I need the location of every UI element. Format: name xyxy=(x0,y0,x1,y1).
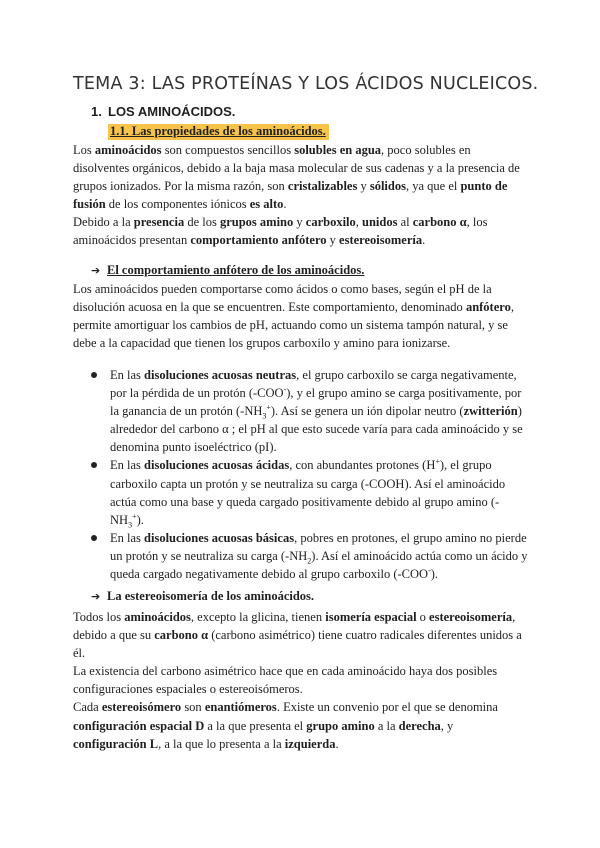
text-run: , y xyxy=(440,718,454,733)
text-run: - xyxy=(283,384,287,394)
bold-text: carbono α xyxy=(154,628,209,643)
text-run: , xyxy=(355,215,363,230)
list-item xyxy=(91,366,531,456)
text-run: , los aminoácidos presentan xyxy=(73,215,488,248)
arrow-icon: ➔ xyxy=(91,590,101,603)
amphoteric-intro xyxy=(73,280,529,352)
stereo-paragraph-1 xyxy=(73,608,529,662)
text-run: ). xyxy=(430,567,439,582)
list-item xyxy=(91,456,531,528)
bold-text: carboxilo xyxy=(305,215,356,230)
bold-text: disoluciones acuosas básicas xyxy=(144,530,295,545)
bold-text: estereoisomería xyxy=(429,610,513,624)
text-run: a la xyxy=(374,718,399,733)
amphoteric-heading-text: El comportamiento anfótero de los aminoácidos. xyxy=(107,263,365,277)
text-run: al xyxy=(397,215,413,230)
text-run: Cada xyxy=(73,700,102,715)
bold-text: configuración L xyxy=(73,736,159,751)
text-run: ). xyxy=(136,512,144,527)
text-run: son compuestos sencillos xyxy=(161,143,295,157)
intro-paragraph-1 xyxy=(73,141,529,213)
bold-text: aminoácidos xyxy=(124,610,191,624)
bold-text: presencia xyxy=(133,215,185,230)
text-run: o xyxy=(416,610,430,624)
bold-text: estereoisomería xyxy=(339,233,423,248)
intro-paragraph-2 xyxy=(73,213,529,249)
text-run: , debido a que su xyxy=(73,610,516,643)
text-run: a la que presenta el xyxy=(204,718,307,733)
text-run: Los aminoácidos pueden comportarse como ácidos o como bases, según el pH de la disolución acuosa en la que se encuentren. Este comportamiento, denominado xyxy=(73,282,492,315)
bold-text: punto de fusión xyxy=(73,179,508,212)
text-run: . xyxy=(283,197,287,212)
text-run: , ya que el xyxy=(405,179,461,194)
text-run: . xyxy=(335,736,339,751)
text-run: son xyxy=(181,700,205,715)
bold-text: isomería espacial xyxy=(325,610,417,624)
bold-text: derecha xyxy=(398,718,441,733)
text-run: ), el grupo carboxilo capta un protón y se neutraliza su carga (-COOH). Así el aminoácido actúa como una base y queda cargado positivamente debido al grupo amino (-NH xyxy=(110,458,506,527)
amphoteric-heading xyxy=(91,263,364,278)
text-run: , el grupo carboxilo se carga negativamente, por la pérdida de un protón (-COO xyxy=(110,368,517,401)
text-run: Los xyxy=(73,143,95,157)
text-run: ), y el grupo amino se carga positivamente, por la ganancia de un protón (-NH xyxy=(110,386,522,419)
bold-text: anfótero xyxy=(465,300,511,315)
bold-text: izquierda xyxy=(284,736,336,751)
bold-text: grupos amino xyxy=(219,215,294,230)
text-run: , poco solubles en disolventes orgánicos, debido a la baja masa molecular de sus cadenas y a la presencia de grupos ionizados. Por la misma razón, son xyxy=(73,143,520,194)
stereo-heading xyxy=(91,589,314,604)
text-run: . xyxy=(422,233,426,248)
text-run: , permite amortiguar los cambios de pH, actuando como un sistema tampón natural, y se debe a la capacidad que tienen los grupos carboxilo y amino para ionizarse. xyxy=(73,300,514,351)
section-title: LOS AMINOÁCIDOS. xyxy=(108,104,236,119)
text-run: + xyxy=(266,403,271,413)
bold-text: comportamiento anfótero xyxy=(190,233,327,248)
text-run: . Existe un convenio por el que se denomina xyxy=(276,700,498,715)
bold-text: carbono α xyxy=(412,215,467,230)
bold-text: solubles en agua xyxy=(294,143,382,157)
bold-text: disoluciones acuosas ácidas xyxy=(144,458,290,473)
bold-text: unidos xyxy=(362,215,398,230)
text-run: + xyxy=(435,457,440,467)
text-run: y xyxy=(357,179,370,194)
list-item xyxy=(91,529,531,583)
text-run: y xyxy=(326,233,340,248)
section-heading xyxy=(91,104,235,119)
stereo-block xyxy=(73,608,529,753)
text-run: En las xyxy=(110,458,145,473)
bold-text: disoluciones acuosas neutras xyxy=(144,368,297,382)
text-run: + xyxy=(132,511,137,521)
text-run: Todos los xyxy=(73,610,125,624)
text-run: - xyxy=(428,565,431,575)
text-run: ) alrededor del carbono α ; el pH al que esto sucede varía para cada aminoácido y se denomina punto isoeléctrico (pI). xyxy=(110,404,523,455)
text-run: Debido a la xyxy=(73,215,134,230)
bold-text: enantiómeros xyxy=(204,700,277,715)
text-run: de los componentes iónicos xyxy=(105,197,250,212)
text-run: , a la que lo presenta a la xyxy=(158,736,285,751)
intro-block xyxy=(73,141,529,250)
text-run: (carbono asimétrico) tiene cuatro radicales diferentes unidos a él. xyxy=(73,628,522,661)
text-run: 2 xyxy=(307,556,312,566)
text-run: 3 xyxy=(262,411,267,421)
text-run: La existencia del carbono asimétrico hace que en cada aminoácido haya dos posibles configuraciones espaciales o estereoisómeros. xyxy=(73,664,498,697)
bold-text: cristalizables xyxy=(287,179,358,194)
amphoteric-bullet-list xyxy=(91,366,531,583)
text-run: , pobres en protones, el grupo amino no pierde un protón y se neutraliza su carga (-NH xyxy=(110,530,527,563)
text-run: de los xyxy=(184,215,220,230)
bold-text: aminoácidos xyxy=(94,143,162,157)
bold-text: configuración espacial D xyxy=(73,718,205,733)
text-run: 3 xyxy=(128,520,133,530)
section-number: 1. xyxy=(91,104,102,119)
bold-text: grupo amino xyxy=(306,718,375,733)
text-run: , excepto la glicina, tienen xyxy=(190,610,326,624)
bold-text: estereoisómero xyxy=(101,700,182,715)
amphoteric-paragraph xyxy=(73,280,529,352)
text-run: y xyxy=(293,215,306,230)
text-run: ). Así se genera un ión dipolar neutro ( xyxy=(270,404,464,419)
stereo-heading-text: La estereoisomería de los aminoácidos. xyxy=(107,589,315,603)
stereo-paragraph-2 xyxy=(73,662,529,698)
document-title: TEMA 3: LAS PROTEÍNAS Y LOS ÁCIDOS NUCLEICOS. xyxy=(73,74,539,94)
text-run: , con abundantes protones (H xyxy=(289,458,436,473)
text-run: ). Así el aminoácido actúa como un ácido y queda cargado negativamente debido al grupo carboxilo (-COO xyxy=(110,548,528,582)
bold-text: sólidos xyxy=(369,179,406,194)
subsection-heading: 1.1. Las propiedades de los aminoácidos. xyxy=(108,124,329,140)
stereo-paragraph-3 xyxy=(73,698,529,752)
text-run: En las xyxy=(110,368,145,382)
bold-text: es alto xyxy=(249,197,284,212)
arrow-icon: ➔ xyxy=(91,264,101,277)
bold-text: zwitterión xyxy=(463,404,518,419)
text-run: En las xyxy=(110,530,145,545)
